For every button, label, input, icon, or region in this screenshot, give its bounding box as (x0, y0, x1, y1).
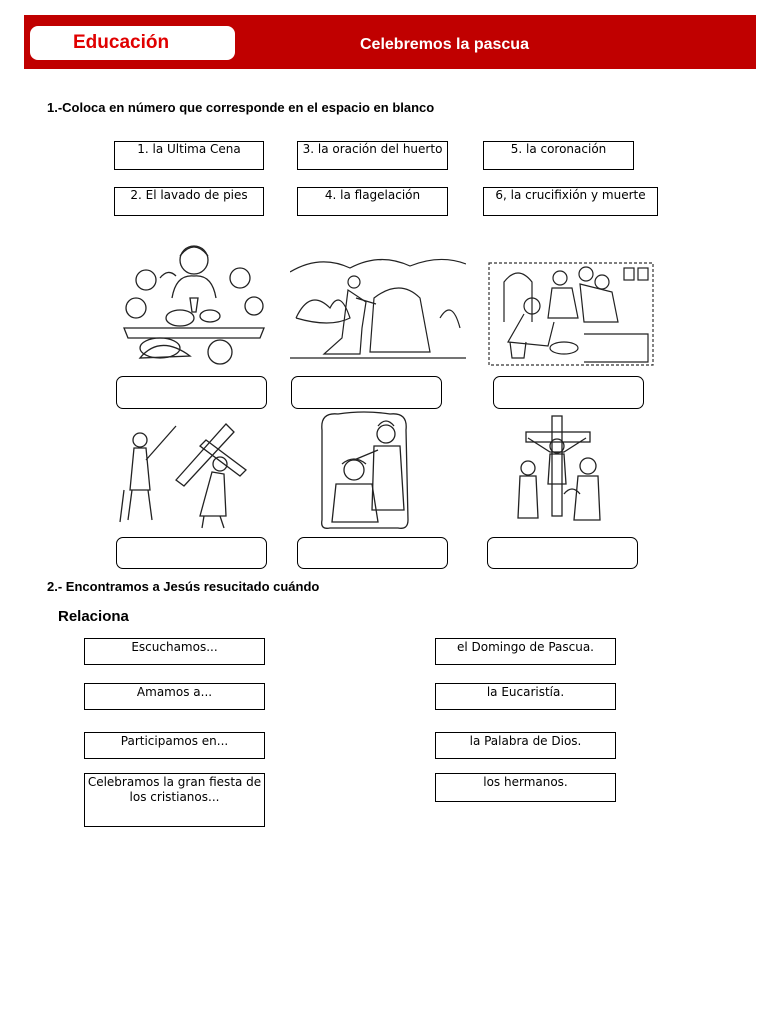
question-2: 2.- Encontramos a Jesús resucitado cuándo (47, 579, 320, 594)
option-1: 1. la Ultima Cena (114, 141, 264, 170)
match-left-1[interactable]: Escuchamos... (84, 638, 265, 665)
crucifixion-picture (508, 414, 608, 532)
match-right-1[interactable]: el Domingo de Pascua. (435, 638, 616, 665)
answer-box-4[interactable] (116, 537, 267, 569)
garden-prayer-picture (290, 248, 466, 368)
page-title: Celebremos la pascua (360, 36, 529, 53)
answer-box-3[interactable] (493, 376, 644, 409)
option-6: 6, la crucifixión y muerte (483, 187, 658, 216)
match-left-2[interactable]: Amamos a... (84, 683, 265, 710)
answer-box-2[interactable] (291, 376, 442, 409)
crowning-thorns-picture (318, 410, 410, 532)
match-right-4[interactable]: los hermanos. (435, 773, 616, 802)
answer-box-1[interactable] (116, 376, 267, 409)
brand-label: Educación (30, 26, 235, 60)
washing-feet-picture (488, 262, 654, 366)
match-left-3[interactable]: Participamos en... (84, 732, 265, 759)
match-right-2[interactable]: la Eucaristía. (435, 683, 616, 710)
carrying-cross-picture (116, 420, 280, 532)
relaciona-subtitle: Relaciona (58, 608, 129, 625)
match-left-4[interactable]: Celebramos la gran fiesta de los cristianos... (84, 773, 265, 827)
option-5: 5. la coronación (483, 141, 634, 170)
last-supper-picture (120, 238, 268, 370)
answer-box-5[interactable] (297, 537, 448, 569)
match-right-3[interactable]: la Palabra de Dios. (435, 732, 616, 759)
option-3: 3. la oración del huerto (297, 141, 448, 170)
option-2: 2. El lavado de pies (114, 187, 264, 216)
answer-box-6[interactable] (487, 537, 638, 569)
question-1: 1.-Coloca en número que corresponde en el espacio en blanco (47, 100, 435, 115)
option-4: 4. la flagelación (297, 187, 448, 216)
